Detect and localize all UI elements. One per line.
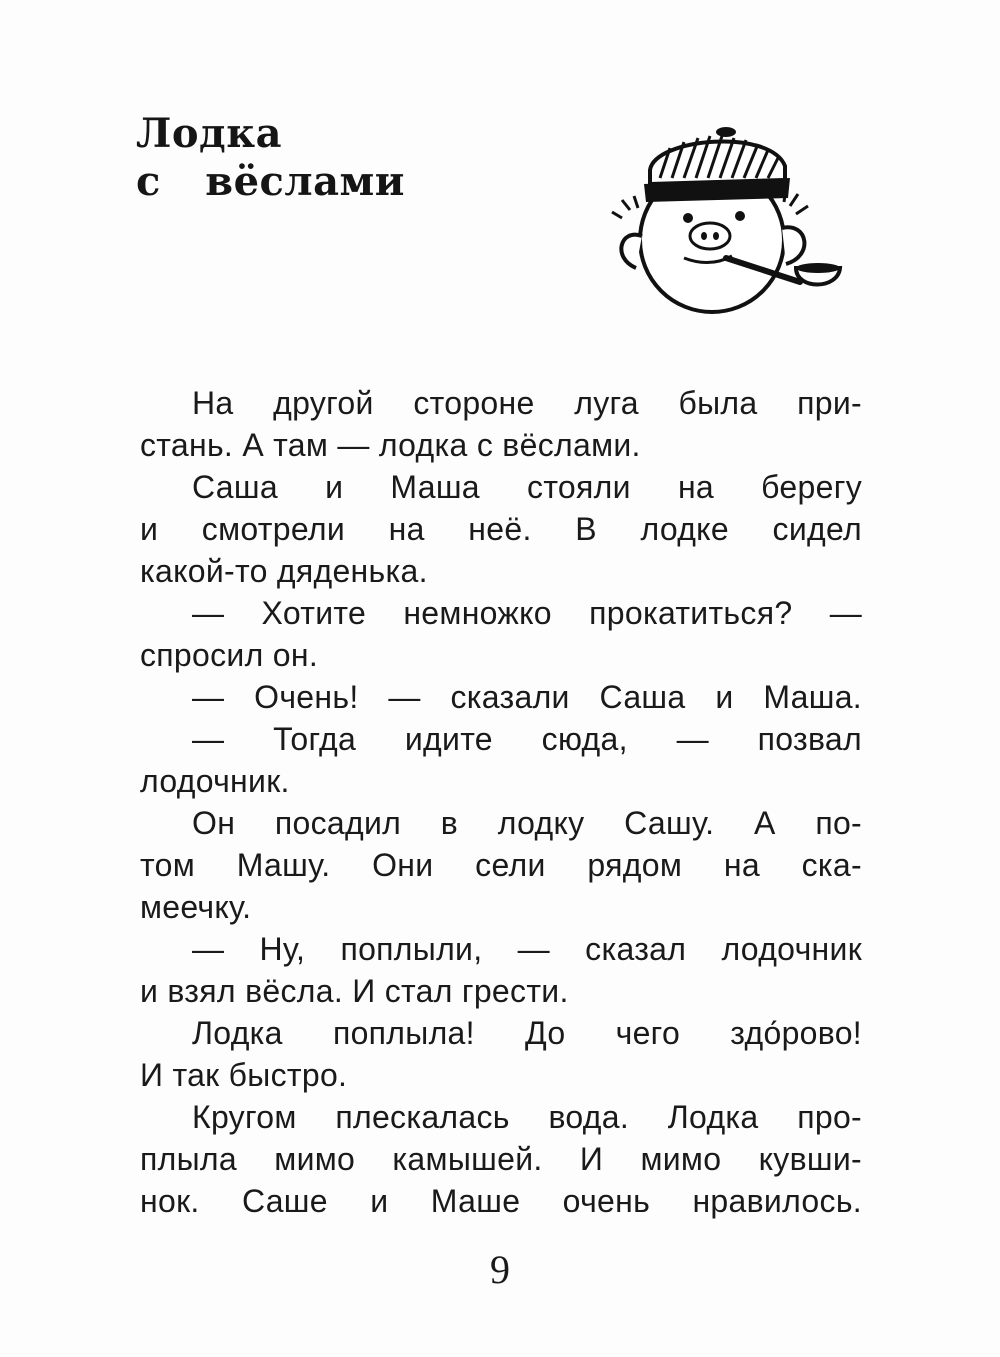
text-line: — Тогда идите сюда, — позвал [192, 721, 862, 757]
text-line: какой-то дяденька. [140, 553, 428, 589]
text-line: том Машу. Они сели рядом на ска- [140, 847, 862, 883]
left-eye [683, 213, 693, 223]
left-nostril [701, 232, 707, 240]
chapter-title [136, 110, 405, 206]
story-text [140, 382, 862, 1222]
text-line: меечку. [140, 889, 252, 925]
text-line: нок. Саше и Маше очень нравилось. [140, 1183, 862, 1219]
right-eye [735, 211, 745, 221]
chapter-title-line-2: с вёслами [136, 158, 405, 205]
text-line: На другой стороне луга была при- [192, 385, 862, 421]
left-hair-tuft [612, 196, 638, 218]
text-line: Лодка поплыла! До чего здо́рово! [192, 1015, 862, 1051]
text-line: стань. А там — лодка с вёслами. [140, 427, 641, 463]
chapter-title-line-1: Лодка [136, 110, 283, 157]
page-number: 9 [490, 1247, 510, 1292]
left-ear [621, 235, 642, 268]
right-nostril [713, 232, 719, 240]
text-line: Он посадил в лодку Сашу. А по- [192, 805, 862, 841]
illustration-svg [600, 118, 850, 323]
text-line: И так быстро. [140, 1057, 348, 1093]
text-line: и взял вёсла. И стал грести. [140, 973, 569, 1009]
text-line: лодочник. [140, 763, 290, 799]
text-line: Саша и Маша стояли на берегу [192, 469, 862, 505]
text-line: и смотрели на неё. В лодке сидел [140, 511, 862, 547]
text-line: — Ну, поплыли, — сказал лодочник [192, 931, 862, 967]
text-line: Кругом плескалась вода. Лодка про- [192, 1099, 862, 1135]
right-ear [782, 227, 804, 264]
character-with-cap-and-pipe-icon [600, 118, 850, 323]
snout [690, 223, 730, 249]
pipe-bowl-rim [796, 263, 840, 273]
text-line: — Очень! — сказали Саша и Маша. [192, 679, 862, 715]
cap-button [716, 127, 736, 137]
text-line: плыла мимо камышей. И мимо кувши- [140, 1141, 862, 1177]
text-line: спросил он. [140, 637, 319, 673]
text-line: — Хотите немножко прокатиться? — [192, 595, 862, 631]
